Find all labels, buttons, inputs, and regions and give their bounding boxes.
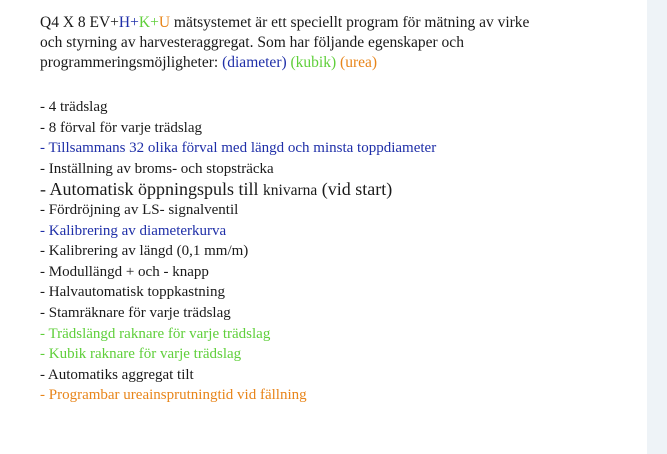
product-plus-2: +: [150, 14, 159, 31]
product-h: H: [118, 14, 131, 31]
feature-item: - 8 förval för varje trädslag: [40, 119, 203, 136]
feature-item: - Kalibrering av diameterkurva: [40, 222, 227, 239]
feature-item: - 4 trädslag: [40, 99, 108, 115]
intro-paragraph: [40, 13, 640, 73]
legend-diameter: (diameter): [222, 54, 287, 71]
legend-urea: (urea): [340, 54, 378, 71]
feature-item: - Programbar ureainsprutningtid vid fällning: [40, 387, 307, 404]
intro-line-1-rest: mätsystemet är ett speciellt program för mätning av virke: [170, 14, 530, 31]
product-u: U: [158, 14, 171, 31]
product-name-prefix: Q4 X 8 EV+: [40, 14, 119, 31]
intro-line-2: och styrning av harvesteraggregat. Som har följande egenskaper och: [40, 34, 464, 51]
feature-item: - Kubik raknare för varje trädslag: [40, 346, 242, 363]
feature-item: - Trädslängd raknare för varje trädslag: [40, 325, 271, 342]
product-plus-1: +: [130, 14, 139, 31]
right-side-panel: [647, 0, 667, 454]
product-k: K: [138, 14, 151, 31]
feature-item: [40, 179, 640, 200]
feature-item: - Automatiks aggregat tilt: [40, 366, 194, 383]
feature-list: [40, 97, 640, 406]
intro-line-3-prefix: programmeringsmöjligheter:: [40, 54, 223, 71]
legend-kubik: (kubik): [290, 54, 337, 71]
feature-item: - Stamräknare för varje trädslag: [40, 304, 231, 321]
feature-item: - Modullängd + och - knapp: [40, 263, 209, 280]
feature-item: - Kalibrering av längd (0,1 mm/m): [40, 243, 249, 260]
feature-item-end: (vid start): [317, 179, 393, 200]
intro-line-1: [40, 13, 640, 33]
feature-item: - Tillsammans 32 olika förval med längd och minsta toppdiameter: [40, 140, 437, 157]
feature-item-small: knivarna: [263, 182, 318, 200]
feature-item: - Halvautomatisk toppkastning: [40, 284, 225, 301]
intro-line-3: [40, 53, 640, 73]
feature-item: - Inställning av broms- och stopsträcka: [40, 160, 274, 177]
feature-item: - Fördröjning av LS- signalventil: [40, 201, 239, 218]
feature-item-main: - Automatisk öppningspuls till: [40, 179, 264, 200]
